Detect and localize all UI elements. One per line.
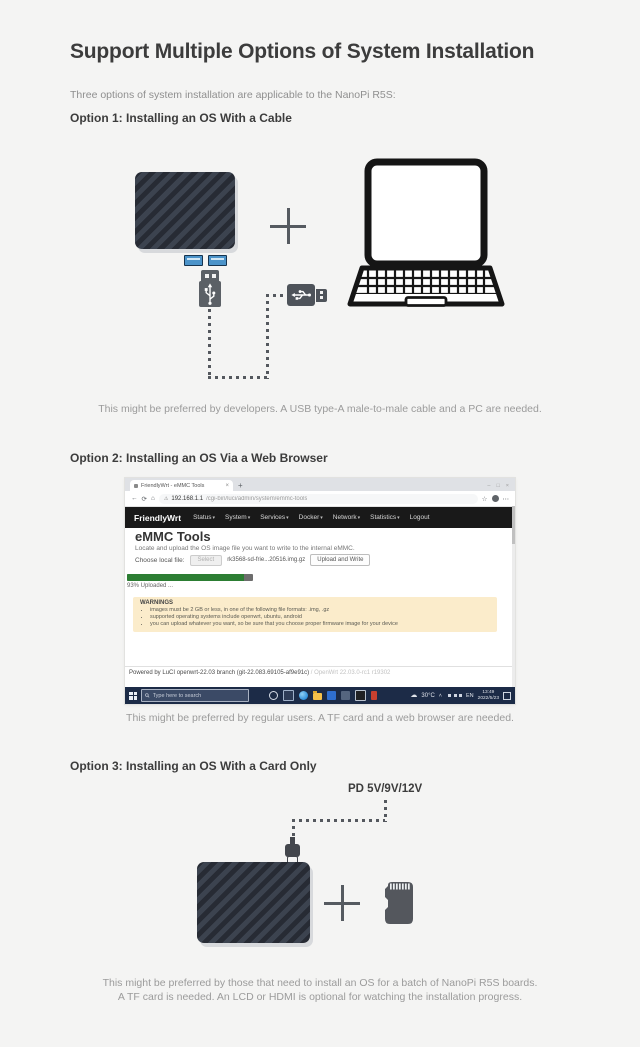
- chevron-down-icon: ▾: [320, 514, 323, 521]
- selected-file-name: rk3568-sd-frie...20516.img.gz: [227, 557, 306, 563]
- option2-caption: This might be preferred by regular users. A TF card and a web browser are needed.: [126, 712, 514, 724]
- menu-system[interactable]: System ▾: [225, 514, 251, 521]
- start-button-icon[interactable]: [129, 692, 137, 700]
- cable-dotted-line: [208, 309, 211, 379]
- browser-screenshot: [125, 478, 515, 704]
- option2-heading: Option 2: Installing an OS Via a Web Browser: [70, 451, 328, 465]
- usb-plug-icon: [287, 284, 327, 306]
- browser-tab[interactable]: [130, 480, 233, 491]
- upload-progress-fill: [127, 574, 244, 581]
- warnings-title: WARNINGS: [140, 600, 173, 606]
- warning-item: • you can upload whatever you want, so be sure that you choose proper firmware image for your device: [150, 621, 490, 628]
- usb-a-tip: [201, 270, 219, 281]
- option1-caption: This might be preferred by developers. A USB type-A male-to-male cable and a PC are needed.: [98, 403, 542, 415]
- profile-avatar[interactable]: [492, 495, 499, 502]
- taskbar-clock[interactable]: [478, 690, 499, 702]
- cable-dotted-line: [266, 294, 269, 379]
- weather-temperature[interactable]: 30°C: [421, 692, 435, 699]
- browser-addressbar: [125, 491, 515, 507]
- app-icon-6[interactable]: [371, 691, 377, 700]
- option3-caption-line2: A TF card is needed. An LCD or HDMI is optional for watching the installation progress.: [117, 990, 523, 1003]
- tray-icons[interactable]: [448, 694, 462, 697]
- emmc-tools-description: Locate and upload the OS image file you want to write to the internal eMMC.: [135, 545, 355, 552]
- intro-text: Three options of system installation are applicable to the NanoPi R5S:: [70, 89, 396, 101]
- chevron-down-icon: ▾: [357, 514, 361, 521]
- clock-date: 2022/5/23: [477, 695, 499, 701]
- usb-trident-icon: [203, 283, 217, 305]
- option1-heading: Option 1: Installing an OS With a Cable: [70, 111, 292, 125]
- weather-cloud-icon[interactable]: ☁: [410, 692, 418, 699]
- nanopi-device-image: [135, 172, 235, 249]
- language-indicator[interactable]: EN: [466, 692, 474, 699]
- url-host: 192.168.1.1: [171, 495, 204, 502]
- menu-services[interactable]: Services ▾: [260, 514, 289, 521]
- menu-logout[interactable]: Logout: [409, 514, 430, 521]
- tab-title: FriendlyWrt - eMMC Tools: [141, 482, 205, 489]
- new-tab-button[interactable]: +: [238, 481, 243, 490]
- warning-item: • images must be 2 GB or less, in one of the following file formats: .img, .gz: [150, 607, 490, 614]
- plus-icon: [270, 208, 306, 244]
- emmc-tools-page: [125, 528, 515, 688]
- power-dotted-line: [292, 819, 295, 838]
- addressbar-actions: [482, 495, 509, 503]
- tray-expand-icon[interactable]: ˄: [438, 692, 443, 699]
- minimize-icon[interactable]: –: [487, 483, 491, 489]
- home-icon[interactable]: ⌂: [150, 495, 155, 502]
- back-icon[interactable]: ←: [131, 495, 138, 502]
- maximize-icon[interactable]: □: [496, 483, 500, 489]
- chevron-down-icon: ▾: [212, 514, 216, 521]
- file-explorer-icon[interactable]: [313, 693, 322, 700]
- page-title: Support Multiple Options of System Installation: [70, 40, 535, 63]
- close-tab-icon[interactable]: ×: [225, 482, 229, 489]
- friendlywrt-brand[interactable]: FriendlyWrt: [134, 512, 182, 523]
- usb-port-icon: [184, 255, 203, 266]
- notification-center-icon[interactable]: [503, 692, 511, 700]
- bookmark-star-icon[interactable]: ☆: [481, 495, 488, 503]
- windows-taskbar: [125, 687, 515, 704]
- upload-progress-text: 93% Uploaded ...: [127, 583, 174, 589]
- refresh-icon[interactable]: ⟳: [141, 495, 147, 503]
- close-window-icon[interactable]: ×: [505, 483, 509, 489]
- not-secure-icon: ⚠: [163, 495, 169, 502]
- usb-a-connector-icon: [199, 270, 221, 307]
- scrollbar-thumb[interactable]: [512, 506, 515, 544]
- warnings-list: [142, 607, 490, 628]
- chevron-down-icon: ▾: [286, 514, 289, 521]
- search-input[interactable]: [153, 693, 245, 699]
- app-icon-4[interactable]: [341, 691, 350, 700]
- menu-docker[interactable]: Docker ▾: [298, 514, 323, 521]
- warning-item: • supported operating systems include openwrt, ubuntu, android: [150, 614, 490, 621]
- tf-card-icon: [383, 881, 414, 925]
- option3-caption: [0, 977, 640, 1004]
- emmc-tools-heading: eMMC Tools: [135, 529, 211, 544]
- upload-progress-bar: [127, 574, 253, 581]
- chevron-down-icon: ▾: [247, 514, 251, 521]
- power-dotted-line: [292, 819, 385, 822]
- menu-network[interactable]: Network ▾: [332, 514, 361, 521]
- app-icon-2[interactable]: [283, 690, 294, 701]
- menu-statistics[interactable]: Statistics ▾: [370, 514, 400, 521]
- cable-dotted-line: [266, 294, 287, 297]
- option3-caption-line1: This might be preferred by those that need to install an OS for a batch of NanoPi R5S boards.: [102, 977, 538, 989]
- friendlywrt-navbar: [125, 507, 515, 528]
- usb-c-cable-stub: [290, 837, 295, 844]
- usb-plug-tip: [316, 289, 327, 302]
- nanopi-device-image: [197, 862, 310, 943]
- luci-footer: [125, 666, 515, 676]
- warnings-box: [133, 597, 497, 632]
- taskbar-apps: [269, 690, 377, 701]
- browser-tabstrip: [125, 478, 515, 491]
- cable-dotted-line: [208, 376, 269, 379]
- clock-time: 13:49: [482, 689, 495, 695]
- file-label: Choose local file:: [135, 556, 185, 564]
- chevron-down-icon: ▾: [397, 514, 400, 521]
- browser-app-icon[interactable]: [299, 691, 308, 700]
- browser-scrollbar[interactable]: [512, 506, 515, 687]
- option3-heading: Option 3: Installing an OS With a Card Only: [70, 759, 317, 773]
- usb-a-body: [199, 281, 221, 307]
- app-icon-3[interactable]: [327, 691, 336, 700]
- url-box[interactable]: [159, 494, 478, 504]
- url-path: /cgi-bin/luci/admin/system/emmc-tools: [206, 495, 308, 502]
- search-icon: [145, 693, 150, 698]
- upload-write-button[interactable]: Upload and Write: [310, 554, 370, 566]
- window-controls: [487, 483, 515, 491]
- tab-favicon-icon: [134, 484, 138, 488]
- pd-power-label: PD 5V/9V/12V: [348, 783, 423, 795]
- usb-ports-group: [184, 255, 227, 266]
- taskbar-search[interactable]: [141, 689, 249, 702]
- usb-plug-body: [287, 284, 315, 306]
- file-upload-row: [135, 554, 370, 566]
- app-icon-1[interactable]: [269, 691, 278, 700]
- laptop-image: [332, 156, 517, 334]
- luci-footer-text[interactable]: Powered by LuCI openwrt-22.03 branch (git-22.083.69105-af9e91c): [129, 670, 310, 676]
- taskbar-tray: [410, 690, 511, 702]
- menu-status[interactable]: Status ▾: [193, 514, 216, 521]
- openwrt-version-text: / OpenWrt 22.03.0-rc1 r19302: [310, 670, 391, 676]
- usb-port-icon: [208, 255, 227, 266]
- more-menu-icon[interactable]: ⋯: [502, 495, 509, 503]
- app-icon-5[interactable]: [355, 690, 366, 701]
- plus-icon: [324, 885, 360, 921]
- usb-trident-icon: [291, 289, 311, 301]
- select-file-button[interactable]: Select: [190, 555, 223, 566]
